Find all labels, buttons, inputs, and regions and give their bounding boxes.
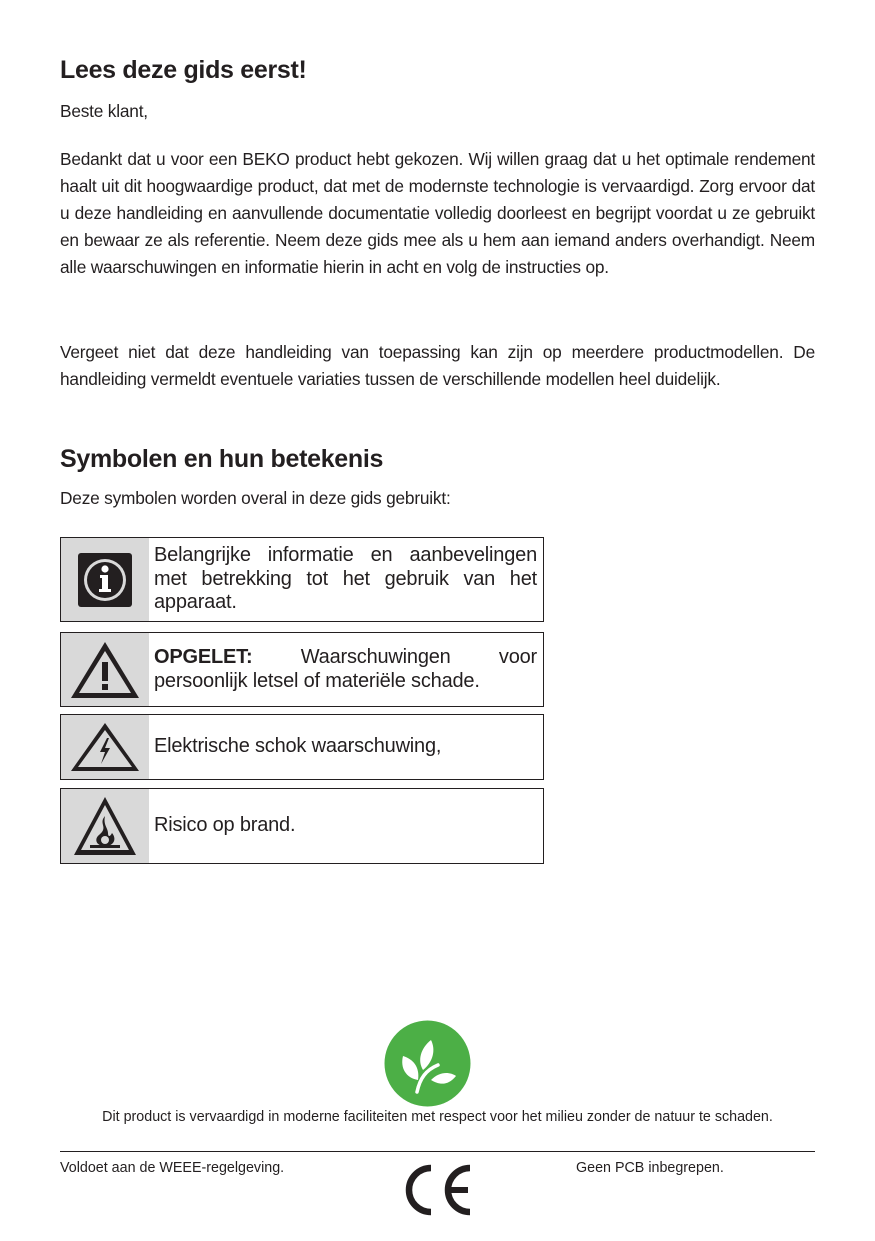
electric-symbol-text: Elektrische schok waarschuwing, bbox=[154, 735, 442, 758]
eco-statement: Dit product is vervaardigd in moderne faciliteiten met respect voor het milieu zonder de natuur te schaden. bbox=[102, 1109, 773, 1125]
weee-compliance: Voldoet aan de WEEE-regelgeving. bbox=[60, 1160, 285, 1176]
info-icon bbox=[61, 538, 149, 621]
symbol-row-electric bbox=[60, 714, 544, 780]
symbol-row-fire bbox=[60, 788, 544, 864]
pcb-statement: Geen PCB inbegrepen. bbox=[576, 1160, 724, 1176]
note-paragraph: Vergeet niet dat deze handleiding van toepassing kan zijn op meerdere productmodellen. De handleiding vermeldt eventuele variaties tussen de verschillende modellen heel duidelijk. bbox=[60, 342, 815, 389]
electric-shock-icon bbox=[61, 715, 149, 779]
symbols-heading: Symbolen en hun betekenis bbox=[60, 445, 384, 473]
divider bbox=[60, 1151, 815, 1152]
eco-leaf-icon bbox=[384, 1020, 471, 1107]
symbols-intro: Deze symbolen worden overal in deze gids gebruikt: bbox=[60, 488, 451, 508]
info-symbol-text: Belangrijke informatie en aanbevelingen met betrekking tot het gebruik van het apparaat. bbox=[154, 544, 537, 614]
warning-triangle-icon bbox=[61, 633, 149, 706]
fire-hazard-icon bbox=[61, 789, 149, 863]
caution-symbol-text: Waarschuwingen voor persoonlijk letsel of materiële schade. bbox=[154, 646, 537, 692]
greeting: Beste klant, bbox=[60, 101, 148, 121]
ce-mark-icon bbox=[398, 1162, 476, 1218]
symbol-row-info bbox=[60, 537, 544, 622]
symbol-row-caution bbox=[60, 632, 544, 707]
caution-label: OPGELET: bbox=[154, 646, 253, 668]
page-title: Lees deze gids eerst! bbox=[60, 56, 307, 84]
fire-symbol-text: Risico op brand. bbox=[154, 814, 296, 837]
intro-paragraph: Bedankt dat u voor een BEKO product hebt gekozen. Wij willen graag dat u het optimale rendement haalt uit dit hoogwaardige product, dat met de modernste technologie is vervaardigd. Zorg ervoor dat u deze handleiding en aanvullende documentatie volledig doorleest en begrijpt voordat u ze gebruikt en bewaar ze als referentie. Neem deze gids mee als u hem aan iemand anders overhandigt. Neem alle waarschuwingen en informatie hierin in acht en volg de instructies op. bbox=[60, 149, 815, 277]
